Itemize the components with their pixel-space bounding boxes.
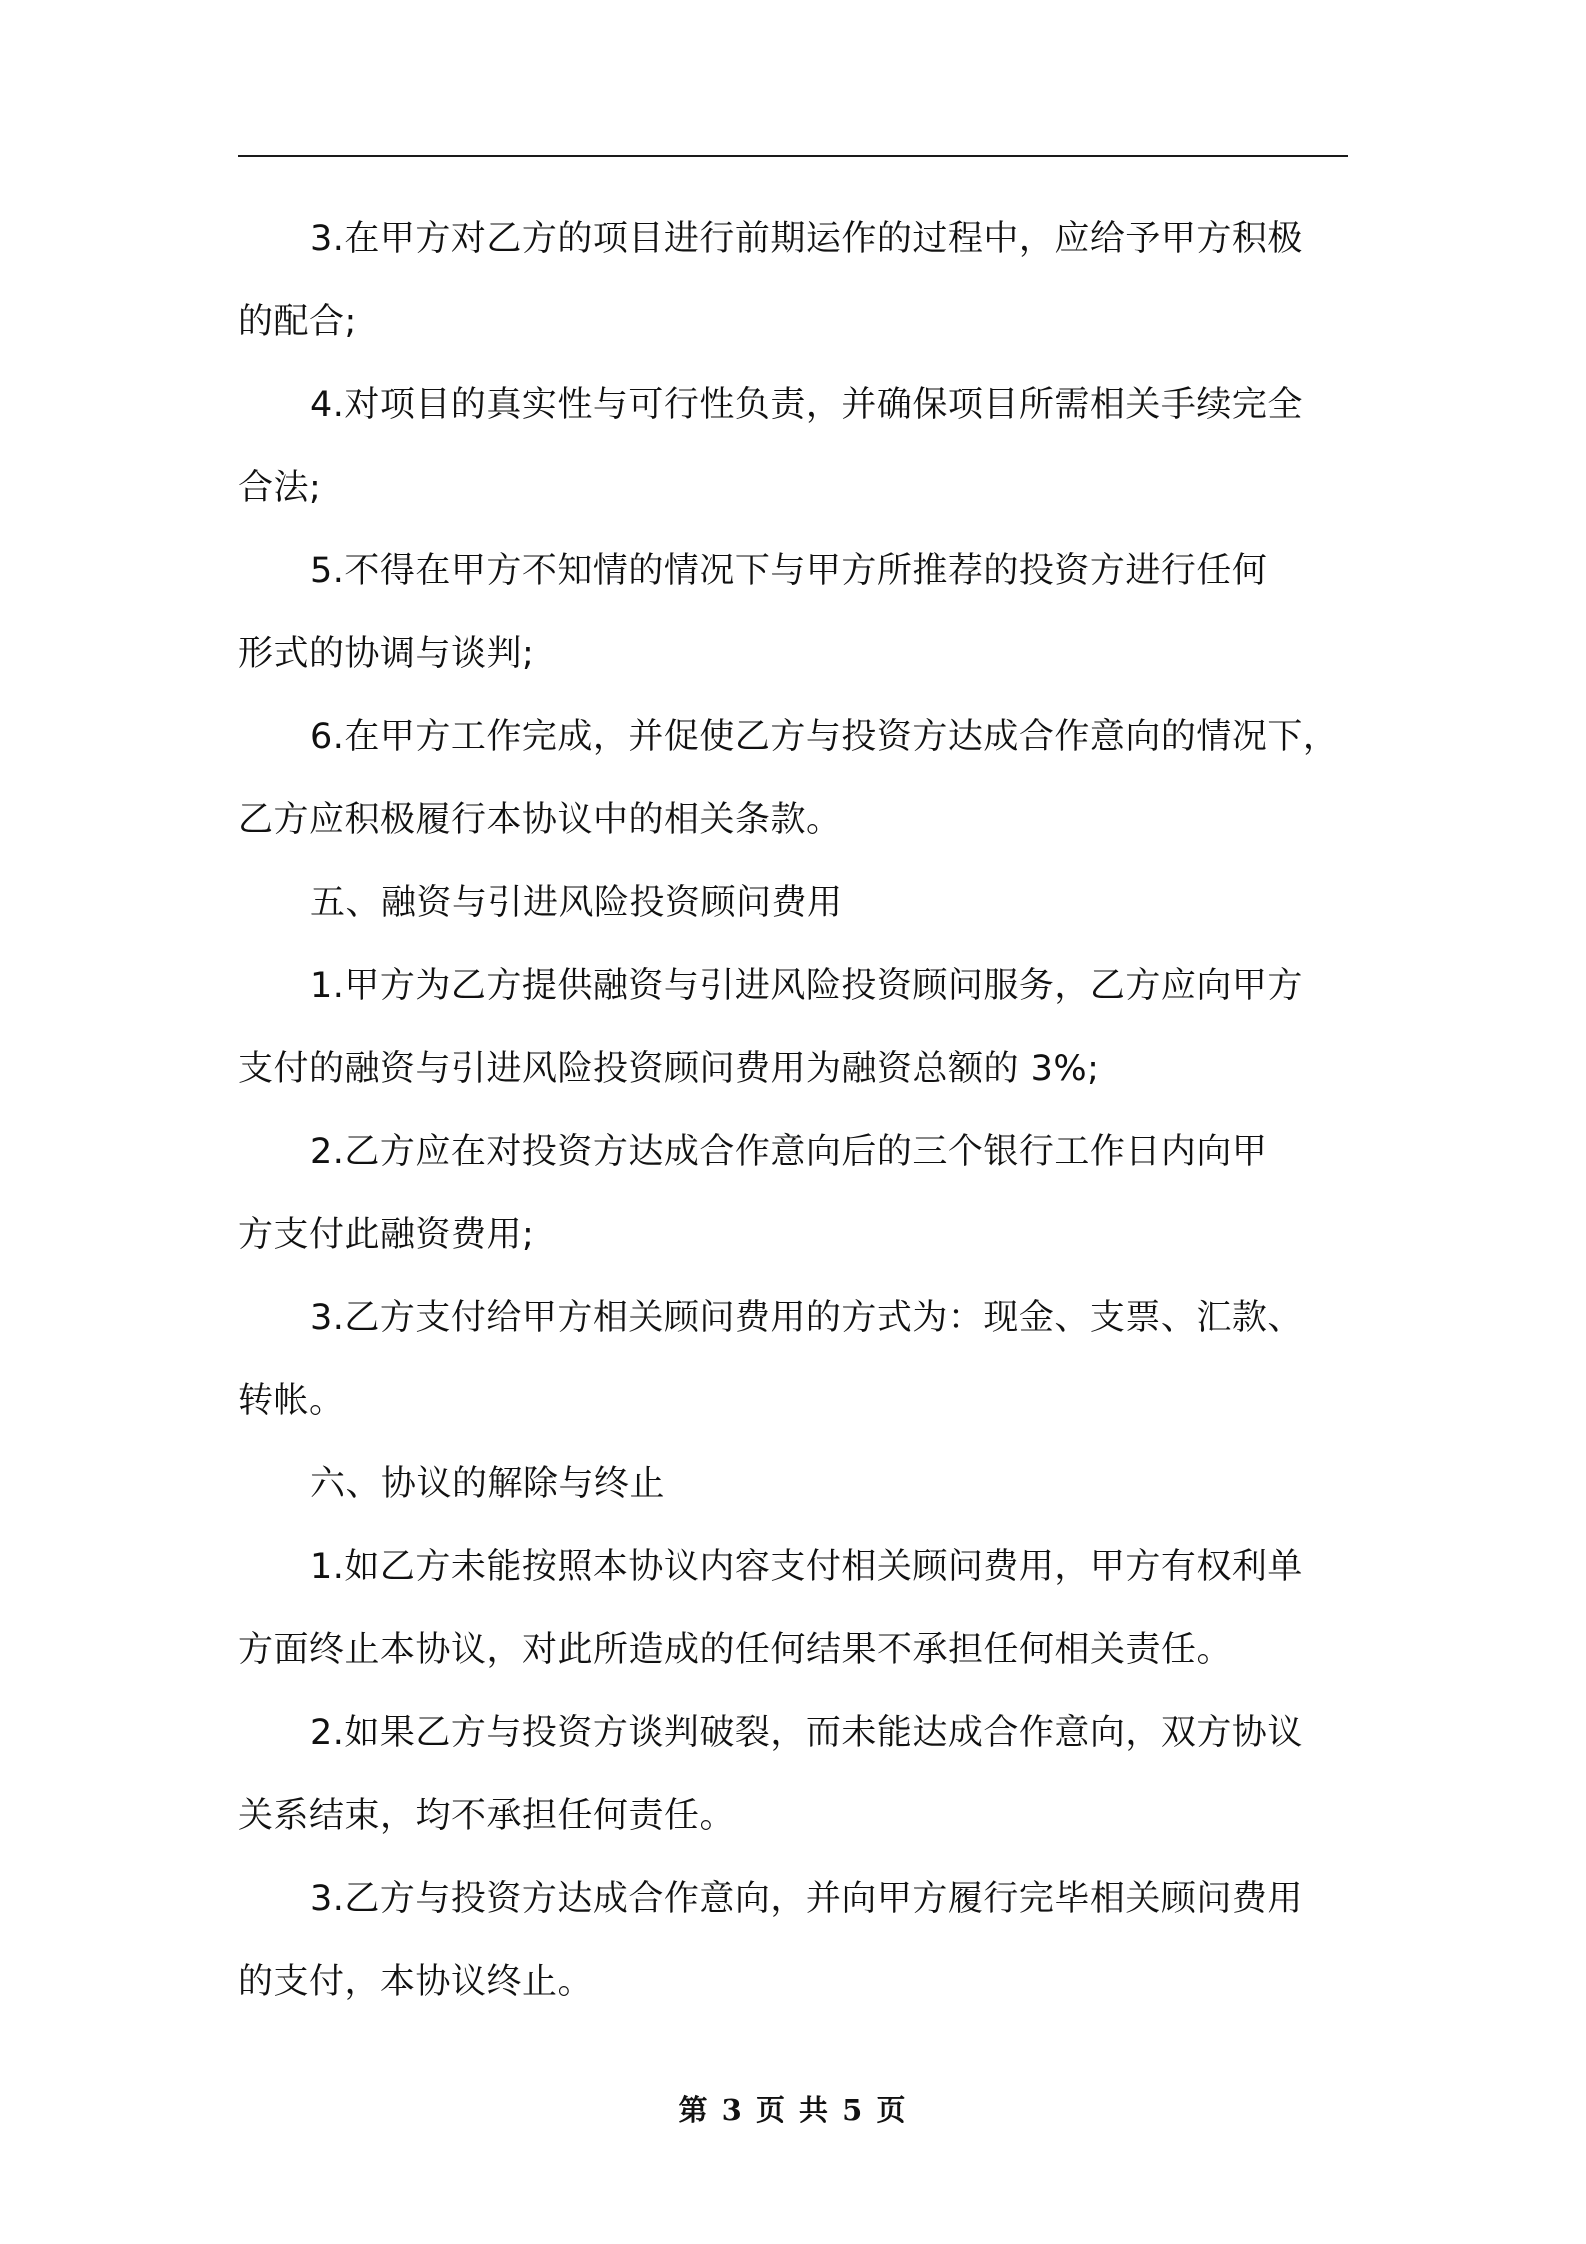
paragraph-line: 1.如乙方未能按照本协议内容支付相关顾问费用，甲方有权利单 (310, 1547, 1303, 1587)
paragraph-line: 2.乙方应在对投资方达成合作意向后的三个银行工作日内向甲 (310, 1132, 1268, 1172)
clause-paragraph (238, 1277, 1348, 1443)
paragraph-line: 3.乙方支付给甲方相关顾问费用的方式为：现金、支票、汇款、 (310, 1298, 1303, 1338)
paragraph-line: 的配合; (238, 302, 357, 342)
section-heading (238, 1443, 1348, 1526)
paragraph-line: 2.如果乙方与投资方谈判破裂，而未能达成合作意向，双方协议 (310, 1713, 1303, 1753)
paragraph-line: 乙方应积极履行本协议中的相关条款。 (238, 800, 842, 840)
footer-total-pages: 5 (842, 2093, 865, 2127)
paragraph-line: 3.在甲方对乙方的项目进行前期运作的过程中，应给予甲方积极 (310, 219, 1303, 259)
paragraph-line: 形式的协调与谈判; (238, 634, 535, 674)
clause-paragraph (238, 530, 1348, 696)
footer-middle: 页 共 (755, 2093, 831, 2127)
paragraph-line: 方支付此融资费用; (238, 1215, 535, 1255)
paragraph-line: 6.在甲方工作完成，并促使乙方与投资方达成合作意向的情况下， (310, 717, 1339, 757)
section-heading (238, 862, 1348, 945)
paragraph-line: 合法; (238, 468, 322, 508)
paragraph-line: 关系结束，均不承担任何责任。 (238, 1796, 736, 1836)
paragraph-line: 的支付，本协议终止。 (238, 1962, 594, 2002)
clause-paragraph (238, 945, 1348, 1111)
footer-suffix: 页 (876, 2093, 908, 2127)
paragraph-line: 5.不得在甲方不知情的情况下与甲方所推荐的投资方进行任何 (310, 551, 1268, 591)
header-rule (238, 155, 1348, 157)
clause-paragraph (238, 1111, 1348, 1277)
paragraph-line: 3.乙方与投资方达成合作意向，并向甲方履行完毕相关顾问费用 (310, 1879, 1303, 1919)
document-body (238, 198, 1348, 2024)
paragraph-line: 支付的融资与引进风险投资顾问费用为融资总额的 3%; (238, 1049, 1100, 1089)
clause-paragraph (238, 198, 1348, 364)
section-heading-text: 六、协议的解除与终止 (310, 1464, 666, 1504)
paragraph-line: 方面终止本协议，对此所造成的任何结果不承担任何相关责任。 (238, 1630, 1233, 1670)
paragraph-line: 转帐。 (238, 1381, 345, 1421)
footer-current-page: 3 (721, 2093, 744, 2127)
paragraph-line: 4.对项目的真实性与可行性负责，并确保项目所需相关手续完全 (310, 385, 1303, 425)
section-heading-text: 五、融资与引进风险投资顾问费用 (310, 883, 843, 923)
footer-prefix: 第 (678, 2093, 710, 2127)
clause-paragraph (238, 1692, 1348, 1858)
clause-paragraph (238, 364, 1348, 530)
page-footer (0, 2088, 1586, 2129)
clause-paragraph (238, 1858, 1348, 2024)
paragraph-line: 1.甲方为乙方提供融资与引进风险投资顾问服务，乙方应向甲方 (310, 966, 1303, 1006)
clause-paragraph (238, 1526, 1348, 1692)
clause-paragraph (238, 696, 1348, 862)
